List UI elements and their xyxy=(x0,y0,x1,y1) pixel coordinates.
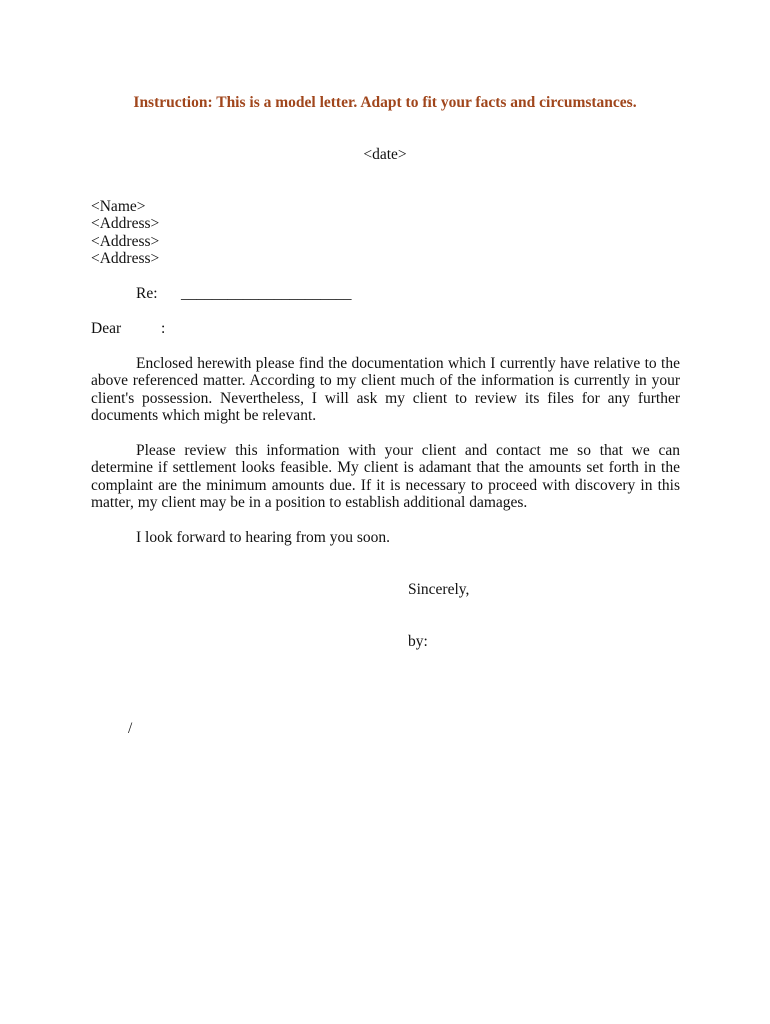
initials-slash: / xyxy=(128,720,133,737)
recipient-address-block xyxy=(91,198,159,268)
recipient-address-line-1: <Address> xyxy=(91,215,160,233)
signature-by-line: by: xyxy=(408,633,428,650)
recipient-address-line-2: <Address> xyxy=(91,232,160,250)
reference-line xyxy=(136,285,352,302)
salutation-word: Dear xyxy=(91,320,122,337)
instruction-note: Instruction: This is a model letter. Adapt to fit your facts and circumstances. xyxy=(133,94,637,111)
salutation xyxy=(91,320,165,337)
salutation-colon: : xyxy=(161,320,166,337)
body-paragraph-2: Please review this information with your client and contact me so that we can determine if settlement looks feasible. My client is adamant that the amounts set forth in the complaint are the minimum amounts due. If it is necessary to proceed with discovery in this matter, my client may be in a position to establish additional damages. xyxy=(91,442,680,512)
reference-blank: ______________________ xyxy=(181,285,352,302)
reference-label: Re: xyxy=(136,285,158,302)
letter-date: <date> xyxy=(363,146,407,163)
closing-line: Sincerely, xyxy=(408,581,470,598)
recipient-name: <Name> xyxy=(91,198,146,215)
recipient-address-line-3: <Address> xyxy=(91,250,160,268)
body-paragraph-3: I look forward to hearing from you soon. xyxy=(136,529,390,546)
body-paragraph-1: Enclosed herewith please find the documentation which I currently have relative to the above referenced matter. According to my client much of the information is currently in your client's possession. Nevertheless, I will ask my client to review its files for any further documents which might be relevant. xyxy=(91,355,680,425)
